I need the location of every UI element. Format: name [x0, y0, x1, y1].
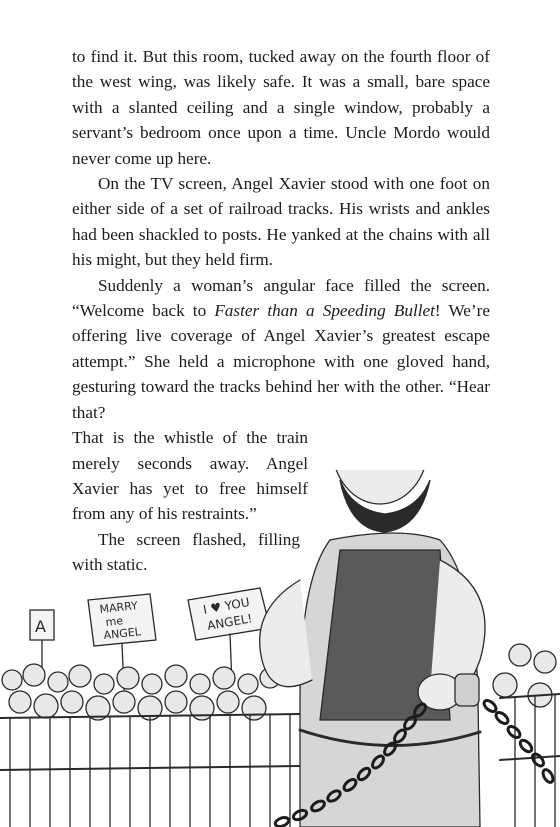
svg-text:I ♥ YOU: I ♥ YOU	[202, 595, 251, 617]
paragraph-3	[72, 273, 490, 425]
paragraph-3-continued: That is the whistle of the train merely seconds away. Angel Xavier has yet to free himself from any of his restraints.”	[72, 428, 308, 524]
svg-text:A: A	[35, 617, 46, 636]
crowd-illustration	[0, 470, 560, 827]
paragraph-3-start: Suddenly a woman’s angular face filled the screen. “Welcome back to	[72, 275, 490, 321]
paragraph-4: The screen flashed, filling with static.	[72, 529, 300, 575]
sign-left-text: MARRY	[98, 599, 139, 616]
paragraph-1: to find it. But this room, tucked away on the fourth floor of the west wing, was likely safe. It was a small, bare space with a slanted ceiling and a single window, probably a servant’s bedroom once upon a time. Uncle Mordo would never come up here.	[72, 47, 490, 168]
paragraph-3-end: ! We’re offering live coverage of Angel Xavier’s greatest escape attempt.” She held a microphone with one gloved hand, gesturing toward the tracks behind her with the other. “Hear that?	[72, 301, 490, 422]
svg-text:me: me	[104, 614, 124, 629]
angel-xavier-figure	[260, 470, 485, 827]
paragraph-2: On the TV screen, Angel Xavier stood with one foot on either side of a set of railroad tracks. His wrists and ankles had been shackled to posts. He yanked at the chains with all his might, but they held firm.	[72, 174, 490, 270]
show-title: Faster than a Speeding Bullet	[214, 301, 435, 321]
svg-text:ANGEL!: ANGEL!	[206, 611, 254, 633]
svg-text:ANGEL: ANGEL	[102, 625, 142, 642]
